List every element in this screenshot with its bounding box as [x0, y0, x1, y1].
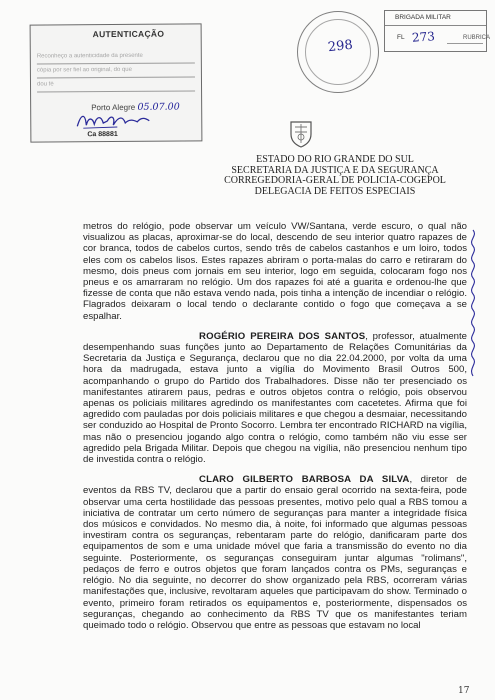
round-seal [297, 11, 379, 93]
stamp-rule [37, 76, 195, 78]
paragraph-claro [83, 474, 467, 631]
witness-statement: , diretor de eventos da RBS TV, declarou que a partir do ensaio geral ocorrido na sexta-feira, pode observar uma certa hostilidade das pessoas presentes, motivo pelo qual a RBS tomou a iniciativa de contratar um certo número de seguranças para manter a integridade física dos músicos e convidados. No mesmo dia, à noite, foi informado que algumas pessoas investiram contra os seguranças, rebentaram parte do relógio, danificaram parte dos equipamentos de som e uma unidade móvel que faria a transmissão do evento no dia seguinte. Posteriormente, os seguranças conseguiram juntar algumas "rolimans", pedaços de ferro e outros objetos que foram lançados contra os PMs, seguranças e relógio. No dia seguinte, no decorrer do show organizado pela RBS, ocorreram várias manifestações que, inclusive, revoltaram aqueles que participavam do show. Terminado o evento, primeiro foram retirados os equipamentos e, posteriormente, dispensados os seguranças, chegando ao conhecimento da RBS TV que os manifestantes teriam queimado todo o relógio. Observou que entre as pessoas que estavam no local [83, 474, 467, 631]
document-body [83, 221, 467, 631]
folio-number: 273 [411, 29, 436, 45]
authentication-text-line: dou fé [36, 81, 54, 88]
seal-page-number: 298 [327, 37, 354, 56]
folio-label: FL [397, 34, 405, 41]
authentication-text-line: cópia por ser fiel ao original, do que [36, 66, 132, 74]
stamp-rule [37, 62, 195, 64]
document-header [180, 155, 490, 197]
signature-image [73, 111, 153, 132]
brigada-stamp-title: BRIGADA MILITAR [385, 11, 486, 26]
paragraph-rogerio [83, 331, 467, 465]
rubric-line [447, 43, 483, 44]
authentication-text-line: Reconheço a autenticidade da presente [36, 52, 143, 60]
margin-annotation-mark [466, 228, 480, 378]
header-state: ESTADO DO RIO GRANDE DO SUL [256, 154, 414, 165]
rubric-label: RUBRICA [463, 35, 491, 41]
stamp-rule [37, 90, 195, 92]
paragraph-witness-guard: metros do relógio, pode observar um veículo VW/Santana, verde escuro, o qual não visualizou as placas, aproximar-se do local, descendo de seu interior quatro rapazes de cor branca, todos de cabelos curtos, sendo três de cabelos castanhos e um loiro, todos eles com os cabelos lisos. Estes rapazes abriram o porta-malas do carro e retiraram do mesmo, dois pneus com jornais em seu interior, logo em seguida, colocaram fogo nos pneus e os amarraram no relógio. Um dos rapazes foi até a guarita e ordenou-lhe que fizesse de conta que não estava vendo nada, pois tinha a intenção de incendiar o relógio. Flagrados deixaram o local tendo o declarante contido o fogo que começava a se espalhar. [83, 221, 467, 322]
authentication-title: AUTENTICAÇÃO [92, 28, 165, 40]
witness-statement: , professor, atualmente desempenhando suas funções junto ao Departamento de Relações Comunitárias da Secretaria da Justiça e Segurança, declarou que no dia 22.04.2000, por volta da uma hora da madrugada, estava junto a vigília do Movimento Brasil Outros 500, acompanhando o grupo do Partido dos Trabalhadores. Disse não ter presenciado os manifestantes atirarem paus, pedras e outros objetos contra o relógio, pois observou apenas os policiais militares agredindo os manifestantes com cacetetes. Afirma que foi agredido com pauladas por dois policiais militares e que chegou a desmaiar, necessitando ser conduzido ao Hospital de Pronto Socorro. Lembra ter encontrado RICHARD na vigília, mas não o presenciou jogando algo contra o relógio, como também não viu esse ser agredido pela Brigada Militar. Depois que chegou na vigília, não presenciou nenhum tipo de investida contra o relógio. [83, 330, 467, 466]
handwritten-date: 05.07.00 [137, 101, 180, 113]
witness-name: CLARO GILBERTO BARBOSA DA SILVA [199, 474, 410, 486]
cabinet-code: Ca 88881 [87, 130, 118, 139]
authentication-place: Porto Alegre [91, 102, 136, 113]
header-delegacia: DELEGACIA DE FEITOS ESPECIAIS [254, 185, 416, 197]
header-corregedoria: CORREGEDORIA-GERAL DE POLICIA-COGEPOL [224, 175, 446, 186]
authentication-stamp [30, 23, 203, 142]
state-crest-icon [288, 119, 314, 149]
header-secretariat: SECRETARIA DA JUSTIÇA E DA SEGURANÇA [231, 164, 439, 176]
brigada-stamp [384, 10, 491, 52]
witness-name: ROGÉRIO PEREIRA DOS SANTOS [199, 330, 366, 342]
page-number: 17 [458, 686, 470, 696]
